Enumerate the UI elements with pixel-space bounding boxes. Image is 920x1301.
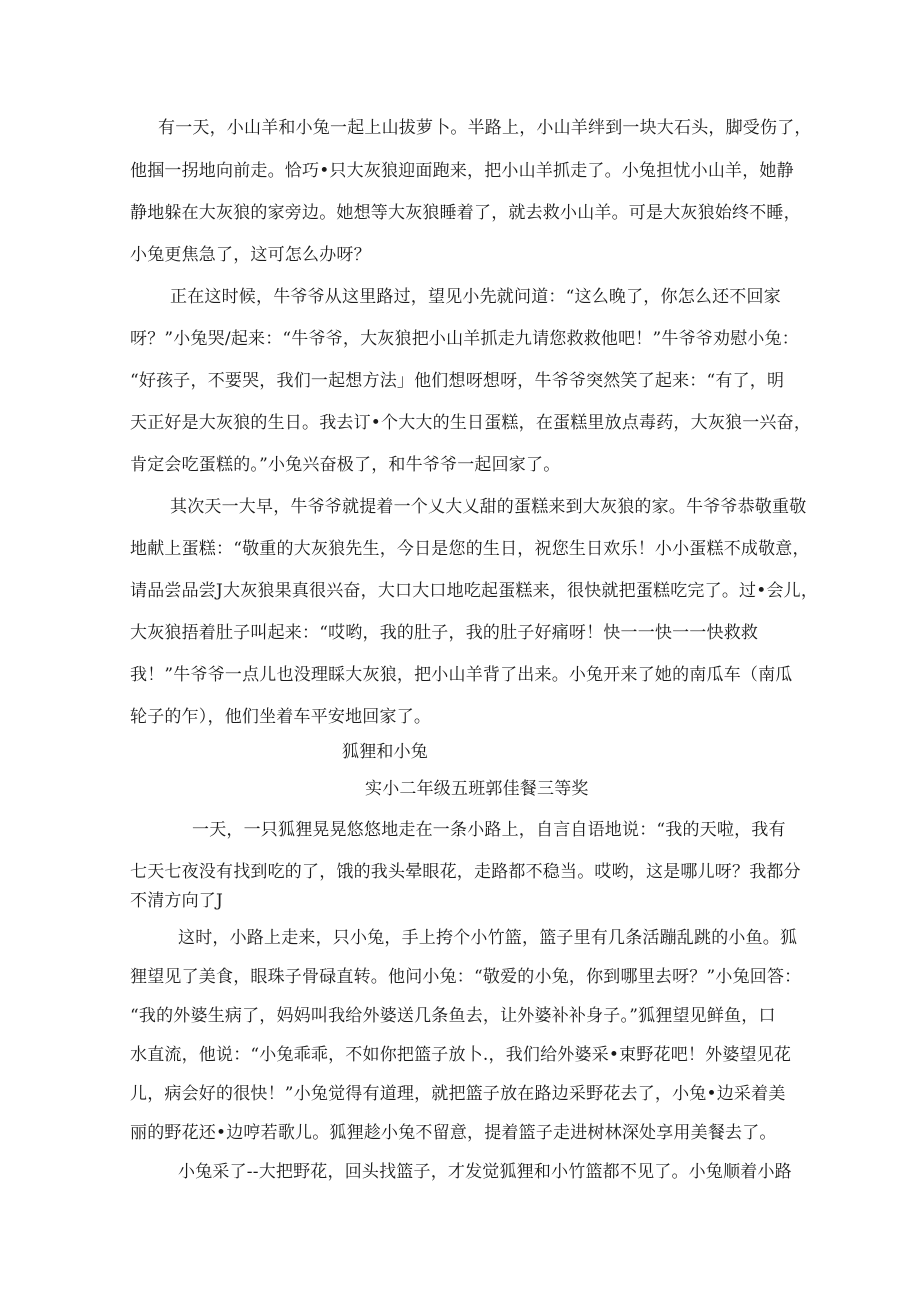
story2-p2-line-1: 这时，小路上走来，只小兔，手上挎个小竹篮，篮子里有几条活蹦乱跳的小鱼。狐 (178, 928, 798, 948)
story1-p3-line-5: 我！”牛爷爷一点儿也没理睬大灰狼，把小山羊背了出来。小兔开来了她的南瓜车（南瓜 (130, 665, 793, 685)
story1-p2-line-4: 天正好是大灰狼的生日。我去订•个大大的生日蛋糕，在蛋糕里放点毒药，大灰狼一兴奋， (130, 413, 812, 433)
story1-p2-line-3: “好孩子，不要哭，我们一起想方法」他们想呀想呀，牛爷爷突然笑了起来：“有了，明 (130, 371, 785, 391)
story2-p2-line-3: “我的外婆生病了，妈妈叫我给外婆送几条鱼去，让外婆补补身子。”狐狸望见鲜鱼，口 (130, 1006, 776, 1026)
story2-p1-line-3: 不清方向了J (130, 891, 224, 911)
story2-p2-line-2: 狸望见了美食，眼珠子骨碌直转。他问小兔：“敬爱的小兔，你到哪里去呀？”小兔回答： (130, 967, 802, 987)
story1-p2-line-5: 肯定会吃蛋糕的。”小兔兴奋极了，和牛爷爷一起回家了。 (130, 455, 561, 475)
story1-p3-line-2: 地献上蛋糕：“敬重的大灰狼先生，今日是您的生日，祝您生日欢乐！小小蛋糕不成敬意， (130, 539, 810, 559)
story2-p3-line-1: 小兔采了--大把野花，回头找篮子，才发觉狐狸和小竹篮都不见了。小兔顺着小路 (178, 1162, 792, 1182)
story2-p2-line-6: 丽的野花还•边哼若歌儿。狐狸趁小兔不留意，提着篮子走进树林深处享用美餐去了。 (130, 1123, 777, 1143)
story1-p2-line-2: 呀？”小兔哭/起来：“牛爷爷，大灰狼把小山羊抓走九请您救救他吧！”牛爷爷劝慰小兔： (130, 329, 799, 349)
story2-p1-line-2: 七天七夜没有找到吃的了，饿的我头晕眼花，走路都不稳当。哎哟，这是哪儿呀？我都分 (130, 862, 801, 882)
story2-p2-line-4: 水直流，他说：“小兔乖乖，不如你把篮子放卜.，我们给外婆采•束野花吧！外婆望见花 (130, 1045, 792, 1065)
story1-p3-line-3: 请品尝品尝J大灰狼果真很兴奋，大口大口地吃起蛋糕来，很快就把蛋糕吃完了。过•会儿， (130, 581, 819, 601)
story2-byline: 实小二年级五班郭佳餐三等奖 (365, 779, 589, 799)
story1-p1-line-4: 小兔更焦急了，这可怎么办呀？ (130, 245, 371, 265)
story1-p3-line-1: 其次天一大早，牛爷爷就提着一个乂大乂甜的蛋糕来到大灰狼的家。牛爷爷恭敬重敬 (170, 497, 807, 517)
story1-p3-line-6: 轮子的乍），他们坐着车平安地回家了。 (130, 707, 432, 727)
story2-p2-line-5: 儿，病会好的很快！”小兔觉得有道理，就把篮子放在路边采野花去了，小兔•边采着美 (130, 1084, 786, 1104)
story1-p1-line-1: 有一天，小山羊和小兔一起上山拔萝卜。半路上，小山羊绊到一块大石头，脚受伤了， (158, 118, 812, 138)
story1-p1-line-2: 他掴一拐地向前走。恰巧•只大灰狼迎面跑来，把小山羊抓走了。小兔担忧小山羊，她静 (130, 161, 794, 181)
story1-p3-line-4: 大灰狼捂着肚子叫起来：“哎哟，我的肚子，我的肚子好痛呀！快一一快一一快救救 (130, 623, 759, 643)
story2-title: 狐狸和小兔 (342, 742, 428, 762)
story2-p1-line-1: 一天，一只狐狸晃晃悠悠地走在一条小路上，自言自语地说：“我的天啦，我有 (192, 820, 786, 840)
story1-p1-line-3: 静地躲在大灰狼的家旁边。她想等大灰狼睡着了，就去救小山羊。可是大灰狼始终不睡， (130, 203, 801, 223)
story1-p2-line-1: 正在这时候，牛爷爷从这里路过，望见小先就问道：“这么晚了，你怎么还不回家 (170, 287, 781, 307)
